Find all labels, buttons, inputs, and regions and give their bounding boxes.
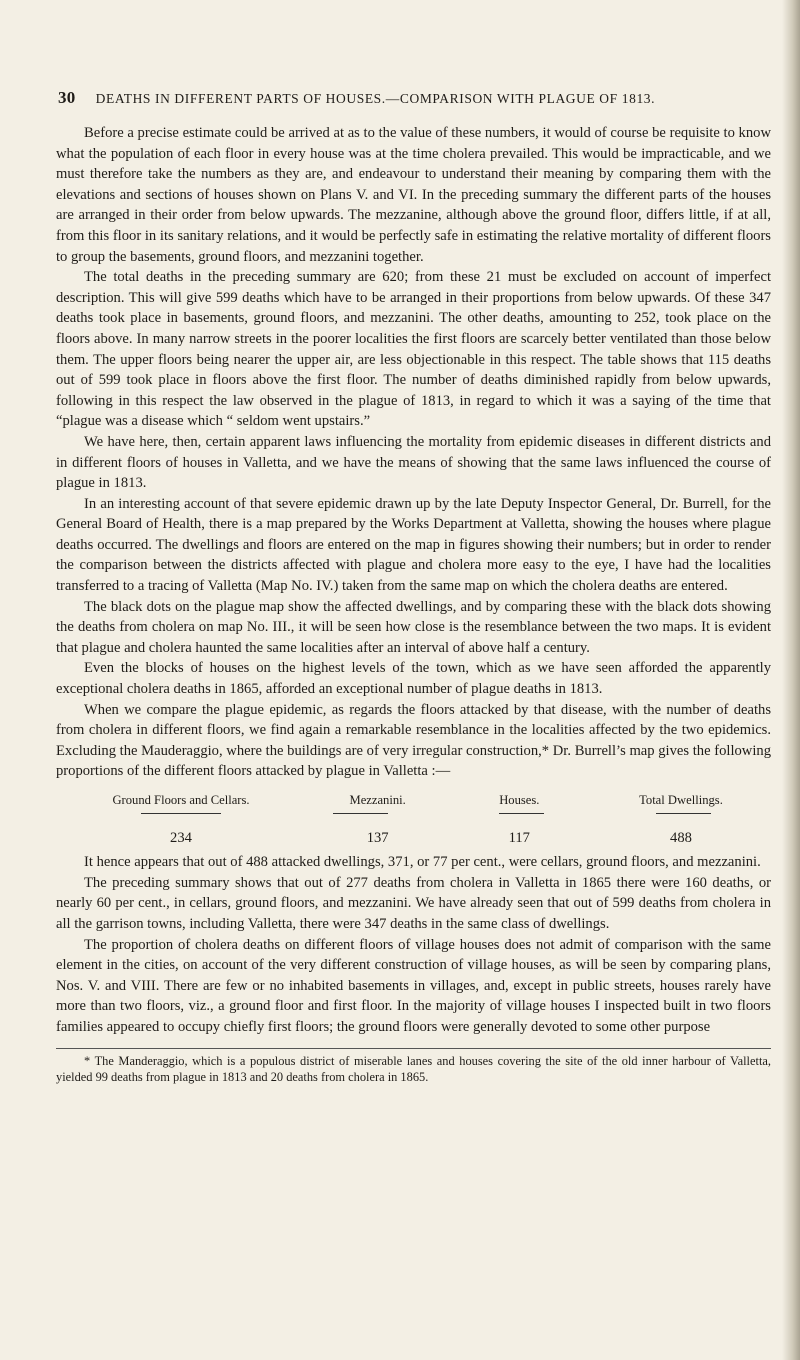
value-ground-floors: 234 [170, 829, 192, 846]
col-header-ground-floors: Ground Floors and Cellars. [112, 793, 250, 807]
table-rule [656, 813, 711, 814]
page-body [56, 123, 771, 1085]
paragraph-1: Before a precise estimate could be arrived at as to the value of these numbers, it would of course be requisite to know what the population of each floor in every house was at the time cholera prevailed. This would be impracticable, and we must therefore take the numbers as they are, and endeavour to understand their meaning by comparing them with the elevations and sections of houses shown on Plans V. and VI. In the preceding summary the different parts of the houses are arranged in their order from below upwards. The mezzanine, although above the ground floor, differs little, if at all, from this floor in its sanitary relations, and it would be perfectly safe in estimating the relative mortality of different floors to group the basements, ground floors, and mezzanini together. [56, 125, 771, 265]
footnote: * The Manderaggio, which is a populous district of miserable lanes and houses covering the site of the old inner harbour of Valletta, yielded 99 deaths from plague in 1813 and 20 deaths from cholera in 1865. [56, 1053, 771, 1084]
table-rule [333, 813, 388, 814]
paragraph-4: In an interesting account of that severe epidemic drawn up by the late Deputy Inspector General, Dr. Burrell, for the General Board of Health, there is a map prepared by the Works Department at Valletta, showing the houses where plague deaths occurred. The dwellings and floors are entered on the map in figures showing their numbers; but in order to render the comparison between the districts affected with plague and cholera more easy to the eye, I have had the localities transferred to a tracing of Valletta (Map No. IV.) taken from the same map on which the cholera deaths are entered. [56, 495, 771, 595]
value-mezzanini: 137 [366, 829, 389, 846]
paragraph-9: The preceding summary shows that out of 277 deaths from cholera in Valletta in 1865 there were 160 deaths, or nearly 60 per cent., in cellars, ground floors, and mezzanini. We have already seen that out of 599 deaths from cholera in all the garrison towns, including Valletta, there were 347 deaths in the same class of dwellings. [56, 874, 771, 932]
table-rules [56, 813, 771, 814]
page-edge-shadow [782, 0, 800, 1360]
table-header-row [56, 790, 771, 811]
paragraph-2: The total deaths in the preceding summary are 620; from these 21 must be excluded on account of imperfect description. This will give 599 deaths which have to be arranged in their proportions from below upwards. Of these 347 deaths took place in basements, ground floors, and mezzanini. The other deaths, amounting to 252, took place on the floors above. In many narrow streets in the poorer localities the first floors are scarcely better ventilated than those below them. The upper floors being nearer the upper air, are less objectionable in this respect. The table shows that 115 deaths out of 599 took place in floors above the first floor. The number of deaths diminished rapidly from below upwards, following in this respect the law observed in the plague of 1813, in regard to which it was a saying of the time that “plague was a disease which “ seldom went upstairs.” [56, 269, 771, 430]
paragraph-10: The proportion of cholera deaths on different floors of village houses does not admit of comparison with the same element in the cities, on account of the very different construction of village houses, as will be seen by comparing plans, Nos. V. and VIII. There are few or no inhabited basements in villages, and, except in public streets, houses rarely have more than two floors, viz., a ground floor and first floor. In the majority of village houses I inspected built in two floors families appeared to occupy chiefly first floors; the ground floors were generally devoted to some other purpose [56, 936, 771, 1035]
page-number: 30 [58, 88, 76, 107]
table-rule [499, 813, 544, 814]
table-rule [141, 813, 221, 814]
paragraph-7: When we compare the plague epidemic, as regards the floors attacked by that disease, with the number of deaths from cholera in different floors, we find again a remarkable resemblance in the localities affected by the two epidemics. Excluding the Mauderaggio, where the buildings are of very irregular construction,* Dr. Burrell’s map gives the following proportions of the different floors attacked by plague in Valletta :— [56, 701, 771, 780]
footnote-rule [56, 1048, 771, 1049]
value-total-dwellings: 488 [670, 829, 692, 846]
paragraph-5: The black dots on the plague map show the affected dwellings, and by comparing these with the black dots showing the deaths from cholera on map No. III., it will be seen how close is the resemblance between the two maps. It is evident that plague and cholera haunted the same localities after an interval of above half a century. [56, 598, 771, 656]
value-houses: 117 [508, 829, 530, 846]
plague-floors-table [56, 790, 771, 848]
paragraph-3: We have here, then, certain apparent laws influencing the mortality from epidemic diseases in different districts and in different floors of houses in Valletta, and we have the means of showing that the same laws influenced the course of plague in 1813. [56, 433, 771, 492]
paragraph-6: Even the blocks of houses on the highest levels of the town, which as we have seen afforded the apparently exceptional cholera deaths in 1865, afforded an exceptional number of plague deaths in 1813. [56, 660, 771, 698]
col-header-mezzanini: Mezzanini. [349, 793, 406, 807]
col-header-houses: Houses. [499, 793, 540, 807]
table-values-row [56, 828, 771, 849]
running-header [58, 88, 770, 108]
running-title: DEATHS IN DIFFERENT PARTS OF HOUSES.—COMPARISON WITH PLAGUE OF 1813. [95, 91, 656, 106]
paragraph-8: It hence appears that out of 488 attacked dwellings, 371, or 77 per cent., were cellars, ground floors, and mezzanini. [84, 854, 761, 871]
col-header-total-dwellings: Total Dwellings. [639, 793, 723, 807]
